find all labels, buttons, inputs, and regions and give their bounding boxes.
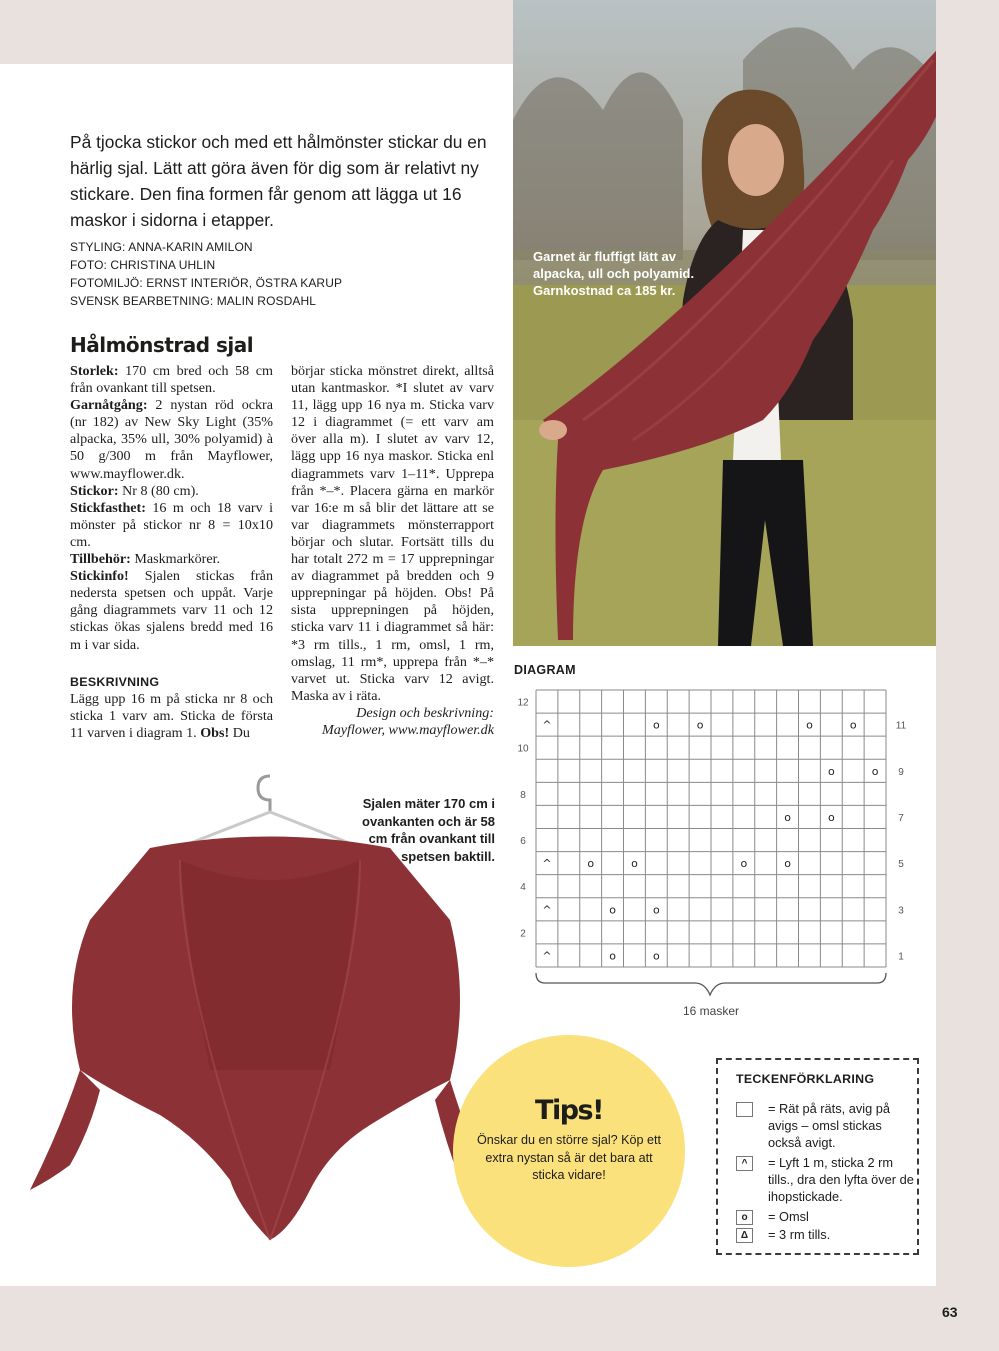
chart-yarn-over-symbol: o bbox=[784, 857, 791, 871]
photo-woman-shawl bbox=[513, 0, 936, 646]
article-title: Hålmönstrad sjal bbox=[70, 333, 254, 357]
circle-symbol-icon: o bbox=[736, 1210, 753, 1225]
chart-row-number-right: 3 bbox=[898, 905, 904, 917]
chart-row-number-left: 2 bbox=[520, 928, 526, 940]
woman-shawl-illustration bbox=[513, 0, 936, 646]
chart-row-number-left: 6 bbox=[520, 836, 526, 848]
chart-row-number-right: 7 bbox=[898, 812, 904, 824]
spec-info: Stickinfo! Sjalen stickas från nedersta spetsen och uppåt. Varje gång diagrammets varv 11 och 12 stickas ökas sjalens bredd med 16 m i var sida. bbox=[70, 568, 273, 653]
spec-gauge: Stickfasthet: 16 m och 18 varv i mönster på stickor nr 8 = 10x10 cm. bbox=[70, 499, 273, 550]
page-number: 63 bbox=[942, 1304, 958, 1320]
chart-row-number-left: 12 bbox=[517, 697, 529, 709]
chart-yarn-over-symbol: o bbox=[652, 718, 660, 732]
credit-line: FOTOMILJÖ: ERNST INTERIÖR, ÖSTRA KARUP bbox=[70, 276, 343, 290]
tips-text: Önskar du en större sjal? Köp ett extra nystan så är det bara att sticka vidare! bbox=[476, 1133, 662, 1182]
chart-yarn-over-symbol: o bbox=[587, 857, 595, 871]
credit-line: STYLING: ANNA-KARIN AMILON bbox=[70, 240, 253, 254]
caption-yarn: Garnet är fluffigt lätt av alpacka, ull och polyamid. Garnkostnad ca 185 kr. bbox=[533, 249, 695, 298]
article-column-2 bbox=[291, 363, 494, 739]
credit-line: SVENSK BEARBETNING: MALIN ROSDAHL bbox=[70, 294, 317, 308]
tips-title: Tips! bbox=[535, 1095, 603, 1126]
chart-yarn-over-symbol: o bbox=[871, 764, 879, 778]
chart-row-number-left: 4 bbox=[520, 882, 526, 894]
spec-notions: Tillbehör: Maskmarkörer. bbox=[70, 551, 221, 568]
chart-yarn-over-symbol: o bbox=[806, 718, 813, 732]
chart-yarn-over-symbol: o bbox=[631, 857, 638, 871]
tips-circle bbox=[453, 1035, 685, 1267]
caret-symbol-icon: ^ bbox=[736, 1156, 753, 1171]
beskrivning-heading: BESKRIVNING bbox=[70, 674, 160, 689]
chart-yarn-over-symbol: o bbox=[827, 764, 835, 778]
beskrivning-continued: börjar sticka mönstret direkt, alltså utan kantmaskor. *I slutet av varv 11, lägg upp 16 nya m. Sticka varv 12 i diagrammet (= ett varv am över alla m). I slutet av varv 12, lägg upp 16 nya maskor. Sticka enl diagrammets varv 1–11*. Upprepa från *–*. Placera gärna en markör var 16:e m så blir det lättare att se var diagrammets mönsterrapport börjar och slutar. Fortsätt tills du har totalt 272 m = 17 upprepningar av diagrammet på bredden och 9 upprepningar på höjden. Obs! På sista upprepningen på höjden, sticka varv 11 i diagrammet så här: *3 rm tills., 1 rm, omsl, 1 rm, omslag, 11 rm*, upprepa från *–* varvet ut. Sticka varv 12 avigt. Maska av i räta. bbox=[291, 363, 494, 704]
chart-row-number-left: 10 bbox=[517, 743, 529, 755]
chart-yarn-over-symbol: o bbox=[740, 857, 748, 871]
triangle-symbol-icon: Δ bbox=[736, 1228, 753, 1243]
chart-row-number-right: 5 bbox=[898, 859, 904, 871]
design-credit-source: Mayflower, www.mayflower.dk bbox=[322, 721, 494, 738]
chart-width-label: 16 masker bbox=[682, 1004, 740, 1018]
spec-size: Storlek: 170 cm bred och 58 cm från ovankant till spetsen. bbox=[70, 363, 273, 397]
chart-row-number-left: 8 bbox=[520, 789, 526, 801]
chart-yarn-over-symbol: o bbox=[609, 949, 616, 963]
page-edge-band bbox=[936, 0, 999, 1351]
blank-square-icon bbox=[736, 1102, 753, 1117]
chart-yarn-over-symbol: o bbox=[849, 718, 857, 732]
legend-box: TECKENFÖRKLARING = Rät på räts, avig på avigs – omsl stickas också avigt. ^ = Lyft 1 m, sticka 2 rm tills., dra den lyfta över de ihopstickade. o = Omsl Δ = 3 rm tills. bbox=[716, 1058, 919, 1255]
chart-yarn-over-symbol: o bbox=[827, 810, 835, 824]
intro-lead: På tjocka stickor och med ett hålmönster stickar du en härlig sjal. Lätt att göra även för dig som är relativt ny stickare. Den fina formen får genom att lägga ut 16 maskor i sidorna i etapper. bbox=[70, 132, 487, 230]
chart-decrease-symbol: ^ bbox=[542, 903, 552, 917]
credits bbox=[70, 238, 500, 310]
chart-yarn-over-symbol: o bbox=[652, 903, 660, 917]
photo-shawl-hanger bbox=[30, 770, 510, 1275]
shawl-hanger-illustration bbox=[30, 770, 510, 1275]
legend-title: TECKENFÖRKLARING bbox=[736, 1072, 875, 1086]
chart-decrease-symbol: ^ bbox=[542, 949, 552, 963]
design-credit: Design och beskrivning: bbox=[356, 704, 494, 721]
caption-size: Sjalen mäter 170 cm i ovankanten och är 58 cm från ovankant till spetsen baktill. bbox=[362, 796, 495, 864]
credit-line: FOTO: CHRISTINA UHLIN bbox=[70, 258, 216, 272]
chart-yarn-over-symbol: o bbox=[652, 949, 660, 963]
knitting-chart bbox=[505, 685, 915, 1025]
chart-row-number-right: 1 bbox=[898, 951, 904, 963]
article-column-1 bbox=[70, 363, 273, 742]
beskrivning-text: Lägg upp 16 m på sticka nr 8 och sticka 1 varv am. Sticka de första 11 varven i diagram 1. Obs! Du bbox=[70, 690, 273, 741]
chart-yarn-over-symbol: o bbox=[609, 903, 616, 917]
chart-decrease-symbol: ^ bbox=[542, 718, 552, 732]
chart-row-number-right: 11 bbox=[895, 720, 907, 732]
chart-yarn-over-symbol: o bbox=[784, 810, 791, 824]
chart-decrease-symbol: ^ bbox=[542, 857, 552, 871]
chart-yarn-over-symbol: o bbox=[696, 718, 704, 732]
spec-yarn: Garnåtgång: 2 nystan röd ockra (nr 182) av New Sky Light (35% alpacka, 35% ull, 30% polyamid) à 50 g/300 m från Mayflower, www.mayflower.dk. bbox=[70, 397, 273, 482]
diagram-label: DIAGRAM bbox=[514, 663, 576, 677]
chart-row-number-right: 9 bbox=[898, 766, 904, 778]
spec-needles: Stickor: Nr 8 (80 cm). bbox=[70, 482, 199, 499]
